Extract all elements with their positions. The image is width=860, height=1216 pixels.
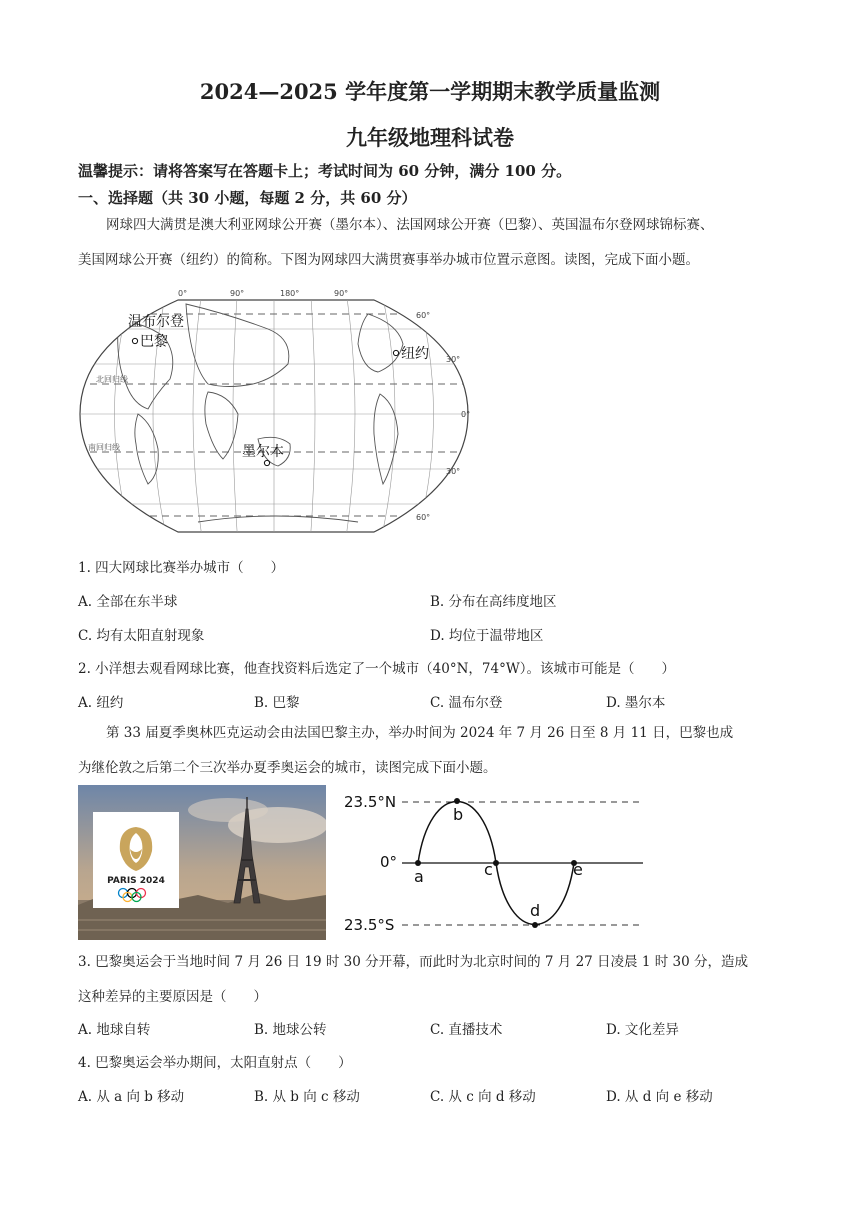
point-b-marker (454, 798, 460, 804)
lat-equator-label: 0° (380, 853, 398, 871)
exam-title: 2024—2025 学年度第一学期期末教学质量监测 (199, 79, 661, 104)
paris-2024-logo-text: PARIS 2024 (107, 876, 165, 886)
lat-label-60n: 60° (416, 311, 431, 320)
q4-option-c[interactable]: C. 从 c 向 d 移动 (430, 1089, 536, 1105)
q3-option-d[interactable]: D. 文化差异 (606, 1022, 679, 1038)
intro1-line1: 网球四大满贯是澳大利亚网球公开赛（墨尔本）、法国网球公开赛（巴黎）、英国温布尔登网球锦标赛、 (106, 217, 714, 233)
lon-label-180: 180° (280, 289, 300, 298)
sun-direct-point-diagram (338, 785, 648, 940)
q3-option-c[interactable]: C. 直播技术 (430, 1022, 503, 1038)
q3-stem-line2: 这种差异的主要原因是（ ） (78, 989, 267, 1005)
lon-label-90w: 90° (334, 289, 349, 298)
notice-text: 温馨提示：请将答案写在答题卡上；考试时间为 60 分钟，满分 100 分。 (78, 162, 572, 180)
city-label-paris: 巴黎 (140, 334, 168, 350)
city-label-newyork: 纽约 (401, 346, 429, 362)
q4-stem: 4. 巴黎奥运会举办期间，太阳直射点（ ） (78, 1055, 352, 1071)
q1-option-c[interactable]: C. 均有太阳直射现象 (78, 628, 205, 644)
q3-stem-line1: 3. 巴黎奥运会于当地时间 7 月 26 日 19 时 30 分开幕，而此时为北京时间的 7 月 27 日凌晨 1 时 30 分，造成 (78, 954, 748, 970)
lat-label-30s: 30° (446, 467, 461, 476)
tropic-south-label: 南回归线 (88, 443, 120, 452)
q3-option-b[interactable]: B. 地球公转 (254, 1022, 327, 1038)
point-d-marker (532, 922, 538, 928)
intro2-line1: 第 33 届夏季奥林匹克运动会由法国巴黎主办，举办时间为 2024 年 7 月 26 日至 8 月 11 日，巴黎也成 (106, 725, 734, 741)
q4-option-b[interactable]: B. 从 b 向 c 移动 (254, 1089, 360, 1105)
city-label-melbourne: 墨尔本 (242, 444, 284, 460)
lat-label-30n: 30° (446, 355, 461, 364)
q2-option-b[interactable]: B. 巴黎 (254, 695, 300, 711)
q1-option-a[interactable]: A. 全部在东半球 (78, 594, 178, 610)
q2-option-a[interactable]: A. 纽约 (78, 695, 124, 711)
q1-option-b[interactable]: B. 分布在高纬度地区 (430, 594, 557, 610)
lon-label-90e: 90° (230, 289, 245, 298)
q3-option-a[interactable]: A. 地球自转 (78, 1022, 151, 1038)
point-c-label: c (484, 860, 493, 879)
q2-stem: 2. 小洋想去观看网球比赛，他查找资料后选定了一个城市（40°N，74°W）。该城市可能是（ ） (78, 661, 675, 677)
exam-subtitle: 九年级地理科试卷 (346, 125, 514, 150)
paris-olympics-photo (78, 785, 326, 940)
intro2-line2: 为继伦敦之后第二个三次举办夏季奥运会的城市，读图完成下面小题。 (78, 760, 497, 776)
city-marker-newyork (393, 350, 398, 355)
q1-option-d[interactable]: D. 均位于温带地区 (430, 628, 544, 644)
q1-stem: 1. 四大网球比赛举办城市（ ） (78, 560, 285, 576)
world-map-figure (78, 284, 470, 544)
q2-option-d[interactable]: D. 墨尔本 (606, 695, 666, 711)
point-b-label: b (453, 805, 464, 824)
city-marker-paris (132, 338, 137, 343)
q4-option-d[interactable]: D. 从 d 向 e 移动 (606, 1089, 713, 1105)
lat-label-0: 0° (461, 410, 470, 419)
section-heading: 一、选择题（共 30 小题，每题 2 分，共 60 分） (78, 189, 417, 207)
tropic-north-label: 北回归线 (96, 375, 128, 384)
lon-label-0: 0° (178, 289, 188, 298)
q2-option-c[interactable]: C. 温布尔登 (430, 695, 503, 711)
lat-label-60s: 60° (416, 513, 431, 522)
lat-23n-label: 23.5°N (344, 793, 397, 811)
city-label-wimbledon: 温布尔登 (128, 314, 184, 330)
point-a-label: a (414, 867, 424, 886)
q4-option-a[interactable]: A. 从 a 向 b 移动 (78, 1089, 185, 1105)
point-d-label: d (530, 901, 541, 920)
lat-23s-label: 23.5°S (344, 916, 395, 934)
intro1-line2: 美国网球公开赛（纽约）的简称。下图为网球四大满贯赛事举办城市位置示意图。读图，完成下面小题。 (78, 252, 699, 268)
point-e-label: e (573, 860, 583, 879)
point-a-marker (415, 860, 421, 866)
point-c-marker (493, 860, 499, 866)
city-marker-melbourne (264, 460, 269, 465)
